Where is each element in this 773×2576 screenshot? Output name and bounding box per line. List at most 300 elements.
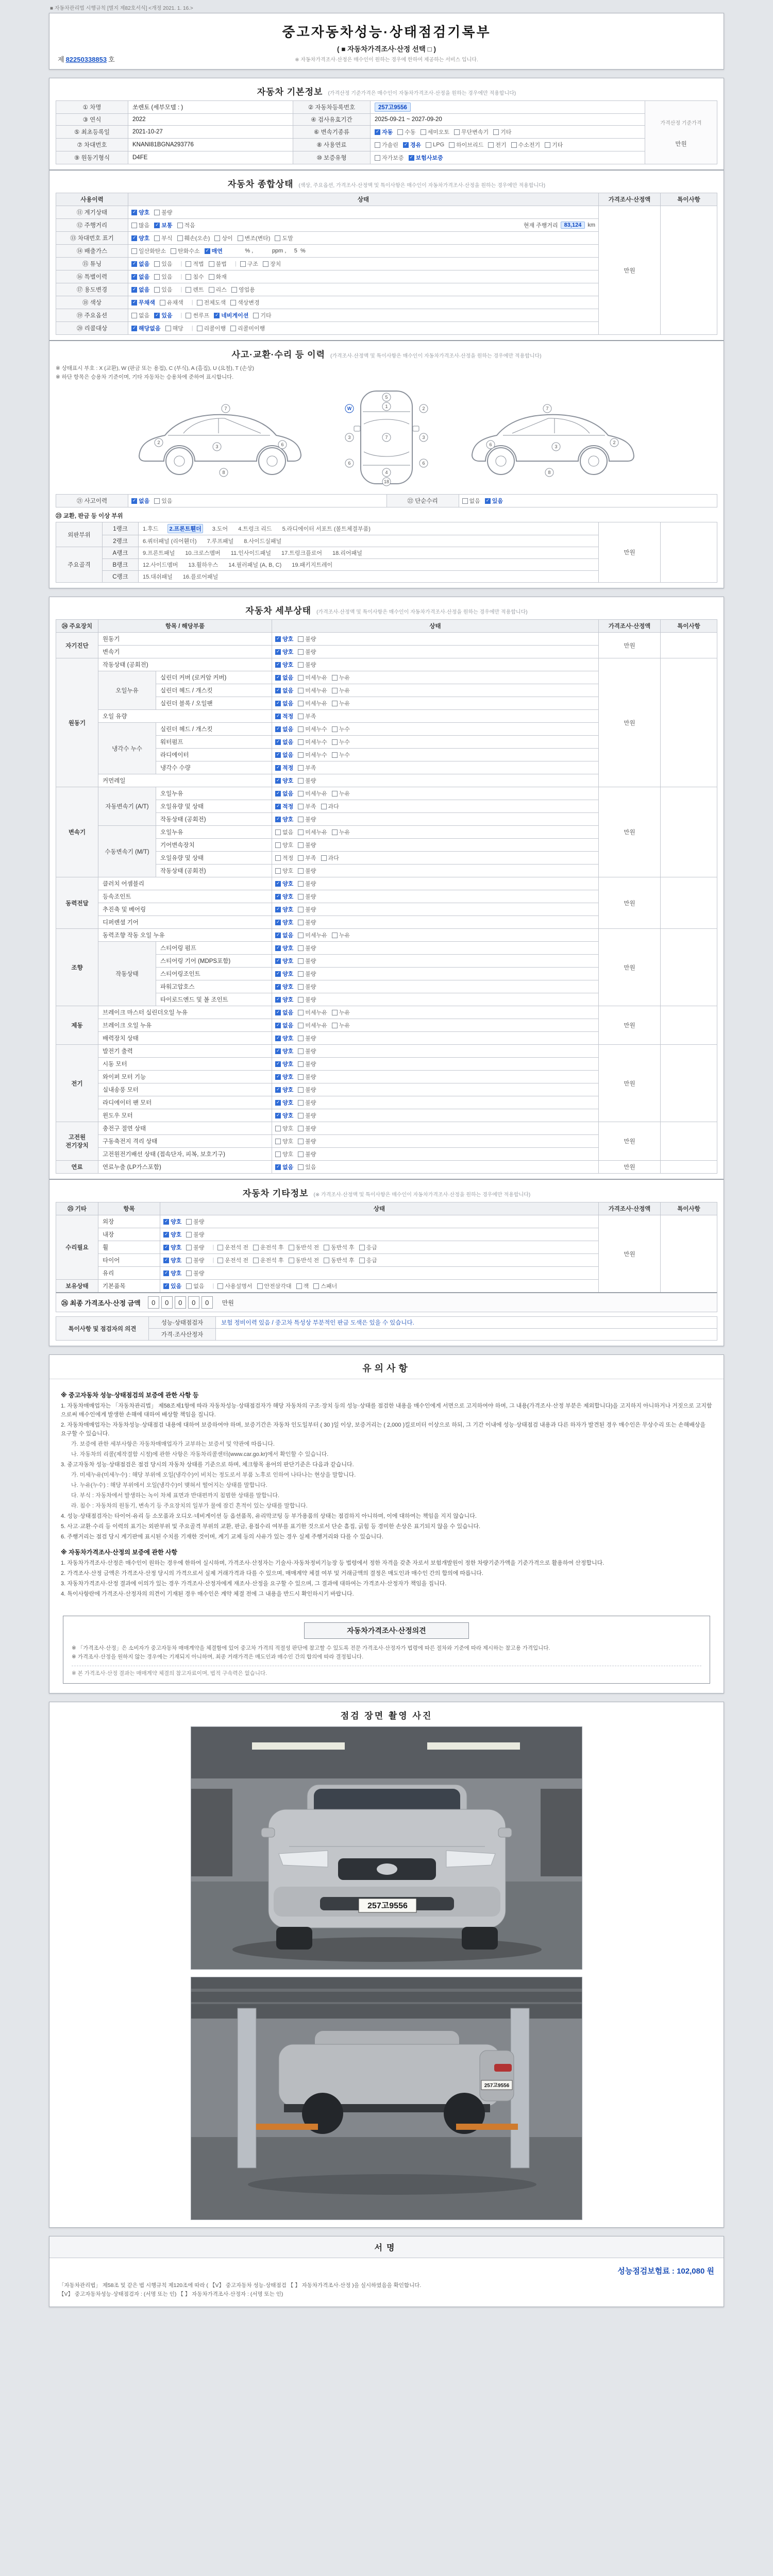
checkbox-양호[interactable] bbox=[275, 1150, 293, 1158]
usage-history-label: ⑱ 색상 bbox=[56, 296, 128, 309]
checkbox-부족[interactable] bbox=[298, 802, 316, 810]
checkbox-자가보증[interactable] bbox=[375, 154, 404, 162]
checkbox-box bbox=[296, 1283, 302, 1289]
checkbox-미세누수[interactable] bbox=[298, 725, 327, 733]
checkbox-미세누유[interactable] bbox=[298, 699, 327, 707]
opinion-author: 성능·상태점검자 bbox=[149, 1317, 216, 1329]
checkbox-있음[interactable] bbox=[485, 497, 503, 505]
device-state bbox=[272, 800, 599, 813]
device-state bbox=[272, 980, 599, 993]
device-state bbox=[272, 684, 599, 697]
checkbox-많음[interactable] bbox=[131, 221, 149, 229]
checkbox-불량[interactable] bbox=[298, 867, 316, 875]
part-name: 12.사이드멤버 bbox=[143, 562, 178, 568]
checkbox-불량[interactable] bbox=[298, 1098, 316, 1107]
checkbox-불량[interactable] bbox=[186, 1269, 204, 1277]
checkbox-미세누유[interactable] bbox=[298, 686, 327, 694]
checkbox-label: 양호 bbox=[282, 842, 294, 849]
checkbox-양호[interactable] bbox=[163, 1230, 181, 1239]
checkbox-불량[interactable] bbox=[298, 1124, 316, 1132]
checkbox-불량[interactable] bbox=[298, 1086, 316, 1094]
checkbox-수소전기[interactable] bbox=[511, 141, 541, 149]
checkbox-있음[interactable] bbox=[154, 260, 172, 268]
svg-text:2: 2 bbox=[422, 406, 425, 411]
device-state bbox=[272, 787, 599, 800]
col-item-state: 상태 bbox=[272, 620, 599, 633]
checkbox-불량[interactable] bbox=[298, 905, 316, 913]
checkbox-누수[interactable] bbox=[332, 725, 350, 733]
checkbox-하이브리드[interactable] bbox=[449, 141, 483, 149]
checkbox-box bbox=[298, 726, 304, 732]
checkbox-양호[interactable] bbox=[275, 1086, 293, 1094]
checkbox-없음[interactable] bbox=[275, 686, 293, 694]
current-mileage bbox=[524, 221, 595, 229]
checkbox-동반석 후[interactable] bbox=[324, 1256, 355, 1264]
checkbox-box bbox=[275, 868, 281, 874]
checkbox-무채색[interactable] bbox=[131, 298, 155, 307]
checkbox-양호[interactable] bbox=[275, 892, 293, 901]
device-item: 오일유량 및 상태 bbox=[156, 852, 272, 865]
checkbox-box bbox=[131, 248, 137, 254]
checkbox-양호[interactable] bbox=[275, 1047, 293, 1055]
checkbox-없음[interactable] bbox=[131, 285, 149, 294]
checkbox-동반석 전[interactable] bbox=[289, 1256, 320, 1264]
checkbox-부족[interactable] bbox=[298, 764, 316, 772]
checkbox-자동[interactable] bbox=[375, 128, 393, 136]
svg-text:6: 6 bbox=[489, 442, 492, 447]
checkbox-과다[interactable] bbox=[321, 854, 339, 862]
checkbox-적정[interactable] bbox=[275, 712, 293, 720]
checkbox-불량[interactable] bbox=[298, 995, 316, 1004]
checkbox-없음[interactable] bbox=[275, 699, 293, 707]
checkbox-양호[interactable] bbox=[275, 970, 293, 978]
checkbox-양호[interactable] bbox=[163, 1269, 181, 1277]
checkbox-양호[interactable] bbox=[275, 660, 293, 669]
checkbox-box bbox=[298, 829, 304, 835]
checkbox-양호[interactable] bbox=[275, 841, 293, 849]
checkbox-양호[interactable] bbox=[275, 879, 293, 888]
checkbox-LPG[interactable] bbox=[426, 142, 444, 148]
checkbox-없음[interactable] bbox=[275, 828, 293, 836]
opinion-text: 보험 정비이력 있음 / 중고차 특성상 부분적인 판금 도색은 있을 수 있습니다. bbox=[216, 1317, 717, 1329]
checkbox-장치[interactable] bbox=[263, 260, 281, 268]
field-value bbox=[371, 151, 645, 164]
checkbox-label: 있음 bbox=[171, 1283, 182, 1290]
checkbox-양호[interactable] bbox=[275, 815, 293, 823]
checkbox-썬루프[interactable] bbox=[186, 311, 209, 319]
checkbox-구조[interactable] bbox=[240, 260, 258, 268]
checkbox-누유[interactable] bbox=[332, 931, 350, 939]
checkbox-group bbox=[275, 956, 595, 965]
checkbox-수동[interactable] bbox=[397, 128, 415, 136]
checkbox-label: 양호 bbox=[171, 1245, 182, 1251]
checkbox-양호[interactable] bbox=[131, 208, 149, 216]
checkbox-가솔린[interactable] bbox=[375, 141, 398, 149]
checkbox-해당없음[interactable] bbox=[131, 324, 161, 332]
usage-remarks-cell bbox=[661, 206, 717, 335]
checkbox-리콜이행[interactable] bbox=[197, 324, 226, 332]
svg-text:4: 4 bbox=[385, 470, 388, 475]
checkbox-group bbox=[275, 763, 595, 772]
checkbox-미세누유[interactable] bbox=[298, 1021, 327, 1029]
checkbox-있음[interactable] bbox=[154, 273, 172, 281]
checkbox-적음[interactable] bbox=[177, 221, 195, 229]
checkbox-없음[interactable] bbox=[275, 751, 293, 759]
checkbox-누유[interactable] bbox=[332, 686, 350, 694]
checkbox-있음[interactable] bbox=[154, 497, 172, 505]
checkbox-label: 양호 bbox=[282, 1100, 294, 1106]
checkbox-보통[interactable] bbox=[154, 221, 172, 229]
checkbox-label: 양호 bbox=[282, 907, 294, 913]
checkbox-색상변경[interactable] bbox=[230, 298, 260, 307]
checkbox-미세누유[interactable] bbox=[298, 673, 327, 682]
checkbox-리스[interactable] bbox=[209, 285, 227, 294]
checkbox-부족[interactable] bbox=[298, 854, 316, 862]
checkbox-box bbox=[375, 129, 380, 135]
checkbox-label: 양호 bbox=[282, 1036, 294, 1042]
inspection-photo-rear-frame bbox=[191, 1977, 582, 2220]
checkbox-없음[interactable] bbox=[462, 497, 480, 505]
checkbox-group bbox=[275, 840, 595, 850]
checkbox-없음[interactable] bbox=[131, 497, 149, 505]
checkbox-label: 누유 bbox=[339, 701, 350, 707]
checkbox-변조(변타)[interactable] bbox=[238, 234, 271, 242]
checkbox-양호[interactable] bbox=[275, 982, 293, 991]
checkbox-불법[interactable] bbox=[209, 260, 227, 268]
checkbox-미세누유[interactable] bbox=[298, 828, 327, 836]
checkbox-label: 없음 bbox=[282, 688, 294, 694]
checkbox-불량[interactable] bbox=[186, 1217, 204, 1226]
etc-group: 보유상태 bbox=[56, 1280, 98, 1293]
checkbox-없음[interactable] bbox=[131, 311, 149, 319]
checkbox-매연[interactable] bbox=[205, 247, 223, 255]
checkbox-양호[interactable] bbox=[275, 867, 293, 875]
checkbox-불량[interactable] bbox=[186, 1256, 204, 1264]
checkbox-양호[interactable] bbox=[275, 648, 293, 656]
checkbox-미세누유[interactable] bbox=[298, 789, 327, 798]
checkbox-불량[interactable] bbox=[298, 982, 316, 991]
checkbox-양호[interactable] bbox=[275, 957, 293, 965]
checkbox-불량[interactable] bbox=[298, 1060, 316, 1068]
checkbox-box bbox=[171, 248, 176, 254]
checkbox-보험사보증[interactable] bbox=[409, 154, 443, 162]
checkbox-적법[interactable] bbox=[186, 260, 204, 268]
price-col-label: 가격산정 기준가격 bbox=[660, 120, 702, 126]
etc-state bbox=[160, 1215, 599, 1228]
field-value: 2025-09-21 ~ 2027-09-20 bbox=[371, 114, 645, 126]
checkbox-없음[interactable] bbox=[275, 931, 293, 939]
checkbox-label: 훼손(오손) bbox=[184, 235, 210, 242]
checkbox-없음[interactable] bbox=[131, 273, 149, 281]
final-amount-label: ㉖ 최종 가격조사·산정 금액 bbox=[61, 1299, 141, 1307]
checkbox-누수[interactable] bbox=[332, 751, 350, 759]
checkbox-box bbox=[186, 1283, 192, 1289]
usage-history-state bbox=[128, 219, 599, 232]
checkbox-box bbox=[186, 261, 191, 267]
device-remarks-cell bbox=[661, 658, 717, 787]
checkbox-box bbox=[275, 791, 281, 796]
notice-title: 유의사항 bbox=[49, 1355, 724, 1379]
checkbox-label: 누유 bbox=[339, 675, 350, 681]
checkbox-누유[interactable] bbox=[332, 699, 350, 707]
col-etc-item: 항목 bbox=[98, 1202, 160, 1215]
checkbox-네비게이션[interactable] bbox=[214, 311, 248, 319]
checkbox-누유[interactable] bbox=[332, 673, 350, 682]
checkbox-label: 동반석 후 bbox=[331, 1258, 355, 1264]
checkbox-양호[interactable] bbox=[275, 635, 293, 643]
checkbox-상이[interactable] bbox=[214, 234, 232, 242]
checkbox-불량[interactable] bbox=[298, 841, 316, 849]
checkbox-label: 불량 bbox=[305, 649, 316, 655]
checkbox-불량[interactable] bbox=[298, 1137, 316, 1145]
checkbox-group bbox=[275, 1162, 595, 1172]
checkbox-불량[interactable] bbox=[298, 815, 316, 823]
checkbox-기타[interactable] bbox=[493, 128, 511, 136]
checkbox-무단변속기[interactable] bbox=[454, 128, 489, 136]
checkbox-group bbox=[163, 1217, 595, 1226]
checkbox-잭[interactable] bbox=[296, 1282, 309, 1290]
checkbox-label: 불량 bbox=[305, 920, 316, 926]
checkbox-없음[interactable] bbox=[275, 1008, 293, 1016]
repair-mark-front-fender bbox=[345, 404, 354, 413]
checkbox-불량[interactable] bbox=[298, 660, 316, 669]
checkbox-불량[interactable] bbox=[186, 1230, 204, 1239]
svg-text:2: 2 bbox=[613, 440, 616, 445]
checkbox-양호[interactable] bbox=[275, 776, 293, 785]
checkbox-유채색[interactable] bbox=[160, 298, 183, 307]
checkbox-양호[interactable] bbox=[275, 944, 293, 952]
checkbox-훼손(오손)[interactable] bbox=[177, 234, 210, 242]
checkbox-불량[interactable] bbox=[298, 970, 316, 978]
checkbox-label: 누수 bbox=[339, 752, 350, 758]
checkbox-누유[interactable] bbox=[332, 1021, 350, 1029]
checkbox-box bbox=[332, 933, 338, 938]
checkbox-label: 적정 bbox=[282, 855, 294, 861]
checkbox-label: 운전석 전 bbox=[225, 1245, 248, 1251]
checkbox-box bbox=[375, 155, 380, 161]
checkbox-누유[interactable] bbox=[332, 828, 350, 836]
checkbox-불량[interactable] bbox=[298, 879, 316, 888]
checkbox-기타[interactable] bbox=[545, 141, 563, 149]
device-remarks-cell bbox=[661, 1161, 717, 1174]
checkbox-불량[interactable] bbox=[298, 635, 316, 643]
device-item: 연료누출 (LP가스포함) bbox=[98, 1161, 272, 1174]
checkbox-label: 양호 bbox=[171, 1219, 182, 1225]
checkbox-누수[interactable] bbox=[332, 738, 350, 746]
checkbox-불량[interactable] bbox=[186, 1243, 204, 1251]
device-state bbox=[272, 865, 599, 877]
checkbox-불량[interactable] bbox=[298, 892, 316, 901]
checkbox-누유[interactable] bbox=[332, 1008, 350, 1016]
checkbox-불량[interactable] bbox=[298, 957, 316, 965]
checkbox-box bbox=[263, 261, 268, 267]
checkbox-적정[interactable] bbox=[275, 802, 293, 810]
checkbox-label: 상이 bbox=[222, 235, 233, 242]
checkbox-없음[interactable] bbox=[275, 673, 293, 682]
checkbox-불량[interactable] bbox=[298, 1111, 316, 1120]
checkbox-미세누유[interactable] bbox=[298, 1008, 327, 1016]
checkbox-탄화수소[interactable] bbox=[171, 247, 200, 255]
checkbox-운전석 전[interactable] bbox=[217, 1243, 248, 1251]
usage-history-label: ⑬ 차대번호 표기 bbox=[56, 232, 128, 245]
checkbox-화재[interactable] bbox=[209, 273, 227, 281]
checkbox-리콜미이행[interactable] bbox=[230, 324, 265, 332]
checkbox-불량[interactable] bbox=[298, 918, 316, 926]
checkbox-없음[interactable] bbox=[275, 1021, 293, 1029]
checkbox-운전석 전[interactable] bbox=[217, 1256, 248, 1264]
checkbox-경유[interactable] bbox=[403, 141, 421, 149]
checkbox-불량[interactable] bbox=[298, 1047, 316, 1055]
accident-history-row bbox=[56, 495, 717, 507]
checkbox-누유[interactable] bbox=[332, 789, 350, 798]
checkbox-양호[interactable] bbox=[163, 1256, 181, 1264]
checkbox-group bbox=[275, 905, 595, 914]
checkbox-없음[interactable] bbox=[275, 725, 293, 733]
section-title-detail: 자동차 세부상태 bbox=[245, 606, 312, 616]
checkbox-양호[interactable] bbox=[275, 918, 293, 926]
signature-card bbox=[49, 2236, 724, 2308]
device-state bbox=[272, 955, 599, 968]
document-number-value: 82250338853 bbox=[65, 56, 107, 63]
checkbox-운전석 후[interactable] bbox=[253, 1243, 284, 1251]
checkbox-불량[interactable] bbox=[298, 944, 316, 952]
checkbox-group bbox=[275, 1046, 595, 1056]
checkbox-양호[interactable] bbox=[275, 1073, 293, 1081]
checkbox-box bbox=[298, 881, 304, 887]
basic-info-table bbox=[56, 100, 717, 164]
checkbox-과다[interactable] bbox=[321, 802, 339, 810]
document-title: 중고자동차성능·상태점검기록부 bbox=[282, 24, 491, 40]
checkbox-label: 전체도색 bbox=[204, 300, 226, 306]
checkbox-불량[interactable] bbox=[298, 648, 316, 656]
checkbox-사용설명서[interactable] bbox=[217, 1282, 252, 1290]
checkbox-group bbox=[275, 1111, 595, 1120]
checkbox-group bbox=[163, 1230, 595, 1239]
etc-table bbox=[56, 1202, 717, 1293]
checkbox-영업용[interactable] bbox=[231, 285, 255, 294]
checkbox-응급[interactable] bbox=[359, 1243, 377, 1251]
checkbox-label: 양호 bbox=[282, 817, 294, 823]
checkbox-도말[interactable] bbox=[275, 234, 293, 242]
device-item: 추진축 및 베어링 bbox=[98, 903, 272, 916]
opinion-author: 가격·조사산정자 bbox=[149, 1329, 216, 1341]
checkbox-label: 리스 bbox=[215, 287, 227, 293]
checkbox-미세누수[interactable] bbox=[298, 751, 327, 759]
checkbox-부식[interactable] bbox=[154, 234, 172, 242]
notice-card bbox=[49, 1354, 724, 1693]
checkbox-없음[interactable] bbox=[131, 260, 149, 268]
checkbox-양호[interactable] bbox=[275, 1060, 293, 1068]
device-state bbox=[272, 1096, 599, 1109]
checkbox-불량[interactable] bbox=[298, 1073, 316, 1081]
checkbox-적정[interactable] bbox=[275, 764, 293, 772]
col-usage-history: 사용이력 bbox=[56, 193, 128, 206]
checkbox-group bbox=[275, 699, 595, 708]
checkbox-label: 자동 bbox=[382, 129, 393, 135]
checkbox-불량[interactable] bbox=[298, 1034, 316, 1042]
checkbox-동반석 후[interactable] bbox=[324, 1243, 355, 1251]
amount-digit: 0 bbox=[161, 1296, 173, 1309]
checkbox-기타[interactable] bbox=[253, 311, 271, 319]
checkbox-양호[interactable] bbox=[163, 1243, 181, 1251]
device-group: 원동기 bbox=[56, 658, 98, 787]
checkbox-불량[interactable] bbox=[298, 776, 316, 785]
checkbox-없음[interactable] bbox=[275, 738, 293, 746]
checkbox-양호[interactable] bbox=[275, 1098, 293, 1107]
checkbox-양호[interactable] bbox=[275, 905, 293, 913]
svg-text:8: 8 bbox=[222, 470, 225, 475]
checkbox-양호[interactable] bbox=[275, 1034, 293, 1042]
checkbox-해당[interactable] bbox=[165, 324, 183, 332]
checkbox-label: 양호 bbox=[282, 662, 294, 668]
checkbox-세미오토[interactable] bbox=[421, 128, 450, 136]
checkbox-불량[interactable] bbox=[298, 1150, 316, 1158]
checkbox-양호[interactable] bbox=[275, 1111, 293, 1120]
checkbox-미세누유[interactable] bbox=[298, 931, 327, 939]
checkbox-미세누수[interactable] bbox=[298, 738, 327, 746]
checkbox-group bbox=[275, 1124, 595, 1133]
svg-text:3: 3 bbox=[215, 444, 219, 449]
checkbox-없음[interactable] bbox=[275, 1163, 293, 1171]
checkbox-box bbox=[359, 1245, 365, 1250]
checkbox-있음[interactable] bbox=[163, 1282, 181, 1290]
checkbox-label: 기타 bbox=[552, 142, 563, 148]
device-price-cell: 만원 bbox=[599, 633, 661, 658]
checkbox-양호[interactable] bbox=[275, 1124, 293, 1132]
checkbox-box bbox=[275, 894, 281, 900]
checkbox-있음[interactable] bbox=[298, 1163, 316, 1171]
checkbox-label: 동반석 후 bbox=[331, 1245, 355, 1251]
checkbox-불량[interactable] bbox=[154, 208, 172, 216]
checkbox-일산화탄소[interactable] bbox=[131, 247, 166, 255]
device-row bbox=[56, 877, 717, 890]
checkbox-box bbox=[275, 714, 281, 719]
checkbox-안전삼각대[interactable] bbox=[257, 1282, 292, 1290]
checkbox-전체도색[interactable] bbox=[197, 298, 226, 307]
checkbox-label: 탄화수소 bbox=[178, 248, 200, 255]
checkbox-양호[interactable] bbox=[275, 995, 293, 1004]
checkbox-label: 불량 bbox=[305, 1087, 316, 1093]
checkbox-양호[interactable] bbox=[131, 234, 149, 242]
checkbox-box bbox=[186, 1232, 192, 1238]
checkbox-있음[interactable] bbox=[154, 285, 172, 294]
checkbox-렌트[interactable] bbox=[186, 285, 204, 294]
checkbox-없음[interactable] bbox=[186, 1282, 204, 1290]
checkbox-동반석 전[interactable] bbox=[289, 1243, 320, 1251]
checkbox-group bbox=[275, 737, 595, 747]
checkbox-운전석 후[interactable] bbox=[253, 1256, 284, 1264]
checkbox-있음[interactable] bbox=[154, 311, 172, 319]
checkbox-group bbox=[275, 1059, 595, 1069]
checkbox-box bbox=[332, 1023, 338, 1028]
checkbox-label: 리콜미이행 bbox=[238, 326, 265, 332]
section-title-etc: 자동차 기타정보 bbox=[242, 1189, 309, 1198]
checkbox-전기[interactable] bbox=[488, 141, 506, 149]
checkbox-적정[interactable] bbox=[275, 854, 293, 862]
checkbox-없음[interactable] bbox=[275, 789, 293, 798]
signature-title: 서명 bbox=[49, 2236, 724, 2258]
checkbox-label: 양호 bbox=[171, 1258, 182, 1264]
checkbox-부족[interactable] bbox=[298, 712, 316, 720]
checkbox-스패너[interactable] bbox=[313, 1282, 337, 1290]
checkbox-응급[interactable] bbox=[359, 1256, 377, 1264]
checkbox-box bbox=[163, 1283, 169, 1289]
checkbox-양호[interactable] bbox=[163, 1217, 181, 1226]
device-item: 파워고압호스 bbox=[156, 980, 272, 993]
checkbox-침수[interactable] bbox=[186, 273, 204, 281]
checkbox-양호[interactable] bbox=[275, 1137, 293, 1145]
checkbox-label: 양호 bbox=[282, 894, 294, 900]
